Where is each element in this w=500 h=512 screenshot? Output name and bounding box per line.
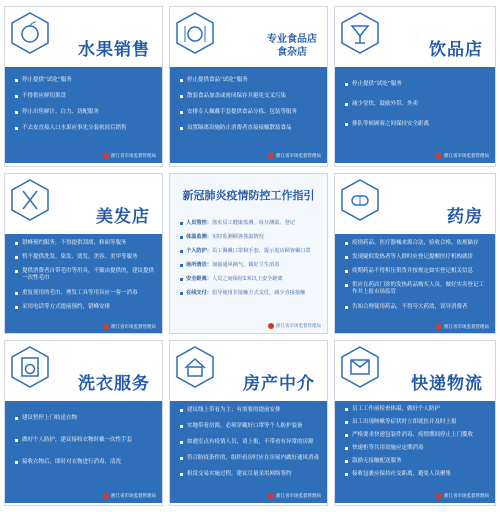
card-panel [5, 401, 162, 503]
food-icon [176, 12, 214, 54]
card-item: 符合防疫条件的，组织看房时应在房屋内做好通风消毒 [180, 455, 319, 462]
card-panel [5, 234, 162, 334]
card-panel [335, 401, 495, 503]
card-item: 错峰预约服务，不得提供刮胡、修面等服务 [15, 240, 154, 247]
card-panel [170, 401, 327, 503]
card-item: 不得供应鲜切果盘 [15, 93, 154, 100]
card-item: 供应在药店门诊的发热药品购买人员，做好实名登记工作并上报市场监管 [345, 282, 487, 296]
guide-row: 场所清洁：加强通风换气，做好卫生消毒 [180, 262, 319, 269]
emblem-icon [436, 493, 442, 499]
card-panel [5, 67, 162, 163]
card-item: 减少堂饮，鼓励外带、外卖 [345, 101, 487, 108]
card-item: 疫情药品、医疗器械来源合法，验收合格，依规储存 [345, 240, 487, 247]
card-item: 提供消费者自带毛巾等用具，不戴由提供的，建议提供一次性毛巾 [15, 268, 154, 282]
card-item: 停止提供“试吃”服务 [345, 81, 487, 88]
footer: 浙江省市场监督管理局 [268, 493, 321, 499]
card-drink [334, 6, 496, 167]
card-real-estate [169, 340, 328, 506]
footer: 浙江省市场监督管理局 [436, 153, 489, 159]
emblem-icon [436, 153, 442, 159]
card-item: 员工出现咳嗽等症状时立即就医并及时上报 [345, 419, 487, 426]
card-item: 做好个人防护，建议接收衣物时戴一次性手套 [15, 437, 154, 444]
card-item: 设置隔离设施防止消费者直接接触散装食品 [180, 125, 319, 132]
card-item: 停止提供“试吃”服务 [15, 77, 154, 84]
card-laundry [4, 340, 163, 506]
card-panel [335, 234, 495, 334]
footer: 浙江省市场监督管理局 [268, 323, 321, 329]
card-item: 接收包裹应保持社交距离，避免人员聚集 [345, 471, 487, 478]
footer: 浙江省市场监督管理局 [103, 493, 156, 499]
card-title: 水果销售 [78, 40, 150, 60]
emblem-icon [268, 323, 274, 329]
card-item: 租赁交易实施过程，建议尽量采用网络签约 [180, 471, 319, 478]
card-guide [169, 173, 328, 334]
card-delivery [334, 340, 496, 506]
footer: 浙江省市场监督管理局 [436, 324, 489, 330]
emblem-icon [436, 324, 442, 330]
card-title: 洗衣服务 [78, 374, 150, 394]
guide-row: 个人防护：员工佩戴口罩和手套，提示进店顾客戴口罩 [180, 248, 319, 255]
guide-row: 安全距离：人员之间保持1米以上安全距离 [180, 276, 319, 283]
card-pharmacy [334, 173, 496, 334]
card-title: 房产中介 [243, 374, 315, 394]
card-food-store [169, 6, 328, 167]
card-item: 如遇室点有疫情人员，请上报，不带看有异常的房源 [180, 439, 319, 446]
emblem-icon [103, 493, 109, 499]
card-hair-salon [4, 173, 163, 334]
card-item: 接收衣物后，即时对衣物进行消毒、清洗 [15, 459, 154, 466]
card-item: 建议暂停上门收送衣物 [15, 415, 154, 422]
card-item: 发现疑似发热者等人群时应登记提醒医疗机构就诊 [345, 254, 487, 261]
hair-icon [11, 179, 49, 221]
drink-icon [341, 12, 379, 54]
card-item: 实地带看房源，必须穿戴好口罩等个人防护装备 [180, 423, 319, 430]
card-title: 饮品店 [429, 40, 483, 60]
house-icon [176, 346, 214, 388]
card-item: 告知合理使用药品，不得夸大药效，误导消费者 [345, 304, 487, 311]
footer: 浙江省市场监督管理局 [268, 153, 321, 159]
delivery-icon [341, 346, 379, 388]
card-item: 停止提供食品“试吃”服务 [180, 77, 319, 84]
card-item: 严格要求快递包装件消毒、疫情期间停止上门揽收 [345, 432, 487, 439]
card-item: 快递柜等共用设施应定期消毒 [345, 445, 487, 452]
card-item: 采用电话等方式提前预约，错峰安排 [15, 304, 154, 311]
pharmacy-icon [341, 179, 379, 221]
guide-row: 人员管控：落实员工健康监测，每日测温、登记 [180, 220, 319, 227]
card-item: 鼓励无接触配送服务 [345, 458, 487, 465]
emblem-icon [268, 493, 274, 499]
footer: 浙江省市场监督管理局 [103, 153, 156, 159]
footer: 浙江省市场监督管理局 [103, 324, 156, 330]
laundry-icon [11, 346, 49, 388]
card-item: 重复使用的毛巾、理发工具等用具应一客一消毒 [15, 290, 154, 297]
emblem-icon [103, 324, 109, 330]
card-item: 安排专人佩戴手套提供食品分拣、包装等服务 [180, 109, 319, 116]
card-fruit [4, 6, 163, 167]
guide-row: 体温监测：实时监测顾客体温情况 [180, 234, 319, 241]
card-item: 员工工作前检查体温，做好个人防护 [345, 406, 487, 413]
card-title: 快递物流 [411, 374, 483, 394]
card-panel [335, 67, 495, 163]
emblem-icon [103, 153, 109, 159]
card-item: 暂不提供洗发、染发、烫发、美容、美甲等服务 [15, 254, 154, 261]
guide-title: 新冠肺炎疫情防控工作指引 [182, 189, 315, 202]
emblem-icon [268, 153, 274, 159]
card-item: 建议线上带看为主；有需要的提前安排 [180, 407, 319, 414]
card-item: 散装食品加盖或密闭保存并避免交叉污染 [180, 93, 319, 100]
card-item: 疫期药品不得积压供货并按规定如实登记相关信息 [345, 268, 487, 275]
fruit-icon [11, 12, 49, 54]
footer: 浙江省市场监督管理局 [436, 493, 489, 499]
card-title: 药房 [447, 207, 483, 227]
card-panel [170, 67, 327, 163]
card-title: 专业食品店 食杂店 [267, 34, 317, 58]
card-item: 停止出售鲜汁、白力、切配服务 [15, 109, 154, 116]
card-item: 不去皮直接入口水果应事先分装密封后销售 [15, 125, 154, 132]
card-title: 美发店 [96, 207, 150, 227]
guide-row: 在线支付：倡导使用非接触方式支付，减少直接接触 [180, 290, 319, 297]
card-item: 排队等候顾客之间保持安全距离 [345, 121, 487, 128]
